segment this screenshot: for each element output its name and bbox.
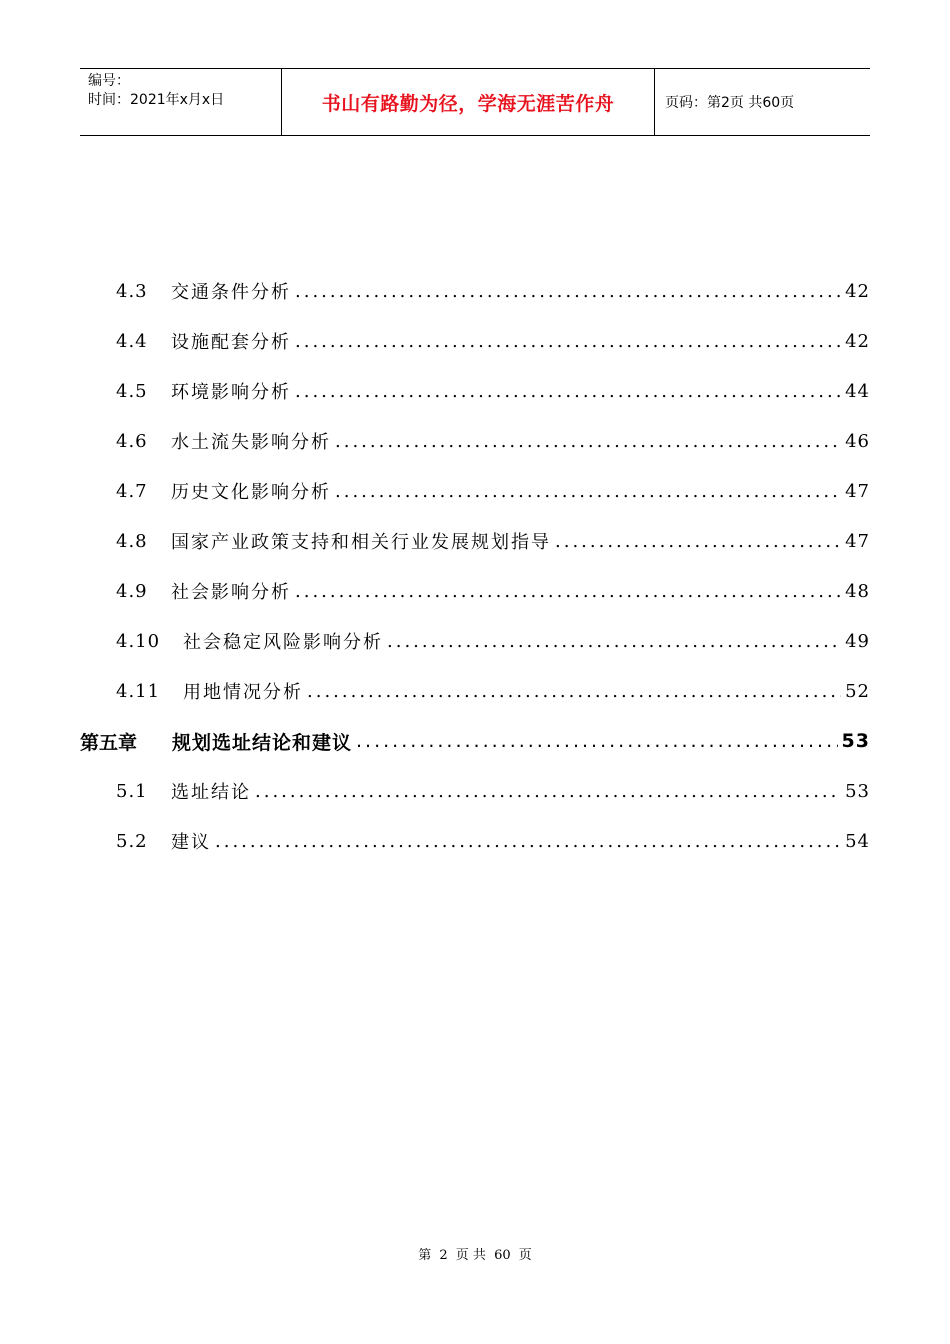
toc-entry-number: 5.1: [116, 780, 148, 802]
toc-entry-title: 建议: [171, 832, 211, 853]
header-page-info-cell: [655, 69, 870, 135]
toc-dot-leader: [356, 730, 838, 752]
toc-entry-title: 选址结论: [171, 782, 251, 803]
toc-dot-leader: [335, 431, 841, 452]
header-motto-cell: [282, 69, 655, 135]
toc-entry-page: 53: [845, 780, 870, 802]
toc-entry-page: 44: [845, 380, 870, 402]
toc-entry[interactable]: [80, 316, 870, 366]
toc-dot-leader: [215, 831, 841, 852]
toc-entry-number: 4.8: [116, 530, 148, 552]
toc-chapter-number: 第五章: [80, 731, 138, 754]
toc-entry-title: 设施配套分析: [171, 332, 291, 353]
toc-entry-title: 环境影响分析: [171, 382, 291, 403]
toc-entry-number: 4.11: [116, 680, 161, 702]
toc-entry[interactable]: [80, 766, 870, 816]
toc-entry-number: 4.9: [116, 580, 148, 602]
page-footer: [0, 1244, 950, 1263]
toc-dot-leader: [555, 531, 841, 552]
toc-entry[interactable]: [80, 466, 870, 516]
document-time-label: 时间：2021年x月x日: [88, 92, 225, 108]
toc-entry-title: 历史文化影响分析: [171, 482, 331, 503]
toc-entry-title: 国家产业政策支持和相关行业发展规划指导: [171, 532, 551, 553]
toc-entry-page: 54: [845, 830, 870, 852]
toc-entry-number: 4.6: [116, 430, 148, 452]
toc-entry-page: 49: [845, 630, 870, 652]
toc-dot-leader: [335, 481, 841, 502]
toc-entry-page: 48: [845, 580, 870, 602]
toc-chapter-entry[interactable]: [80, 716, 870, 766]
toc-entry[interactable]: [80, 366, 870, 416]
toc-entry-number: 5.2: [116, 830, 148, 852]
toc-entry-number: 4.10: [116, 630, 161, 652]
toc-entry-number: 4.4: [116, 330, 148, 352]
toc-dot-leader: [295, 581, 841, 602]
toc-entry[interactable]: [80, 816, 870, 866]
toc-entry[interactable]: [80, 566, 870, 616]
toc-dot-leader: [295, 281, 841, 302]
header-motto: 书山有路勤为径，学海无涯苦作舟: [321, 92, 615, 115]
footer-middle: 页 共: [455, 1248, 486, 1263]
toc-entry-title: 交通条件分析: [171, 282, 291, 303]
footer-suffix: 页: [518, 1248, 532, 1263]
toc-dot-leader: [387, 631, 841, 652]
toc-dot-leader: [255, 781, 841, 802]
header-page-info: 页码：第2页 共60页: [665, 95, 795, 111]
toc-chapter-page: 53: [841, 730, 870, 752]
toc-entry-page: 47: [845, 480, 870, 502]
toc-entry-number: 4.5: [116, 380, 148, 402]
toc-entry-number: 4.3: [116, 280, 148, 302]
document-number-label: 编号：: [88, 73, 130, 89]
toc-entry-title: 用地情况分析: [183, 682, 303, 703]
toc-entry[interactable]: [80, 416, 870, 466]
toc-entry[interactable]: [80, 516, 870, 566]
toc-entry-page: 46: [845, 430, 870, 452]
toc-entry[interactable]: [80, 616, 870, 666]
toc-entry-page: 47: [845, 530, 870, 552]
toc-entry-page: 52: [845, 680, 870, 702]
toc-dot-leader: [307, 681, 841, 702]
toc-dot-leader: [295, 331, 841, 352]
footer-prefix: 第: [418, 1248, 432, 1263]
toc-entry-title: 水土流失影响分析: [171, 432, 331, 453]
toc-chapter-title: 规划选址结论和建议: [172, 731, 353, 754]
page-header: [80, 68, 870, 136]
toc-entry-title: 社会影响分析: [171, 582, 291, 603]
footer-current-page: 2: [439, 1248, 448, 1263]
table-of-contents: [80, 266, 870, 866]
toc-dot-leader: [295, 381, 841, 402]
footer-total-pages: 60: [494, 1248, 511, 1263]
toc-entry-page: 42: [845, 280, 870, 302]
header-meta: [80, 69, 282, 135]
toc-entry-page: 42: [845, 330, 870, 352]
toc-entry-number: 4.7: [116, 480, 148, 502]
toc-entry-title: 社会稳定风险影响分析: [183, 632, 383, 653]
toc-entry[interactable]: [80, 266, 870, 316]
toc-entry[interactable]: [80, 666, 870, 716]
